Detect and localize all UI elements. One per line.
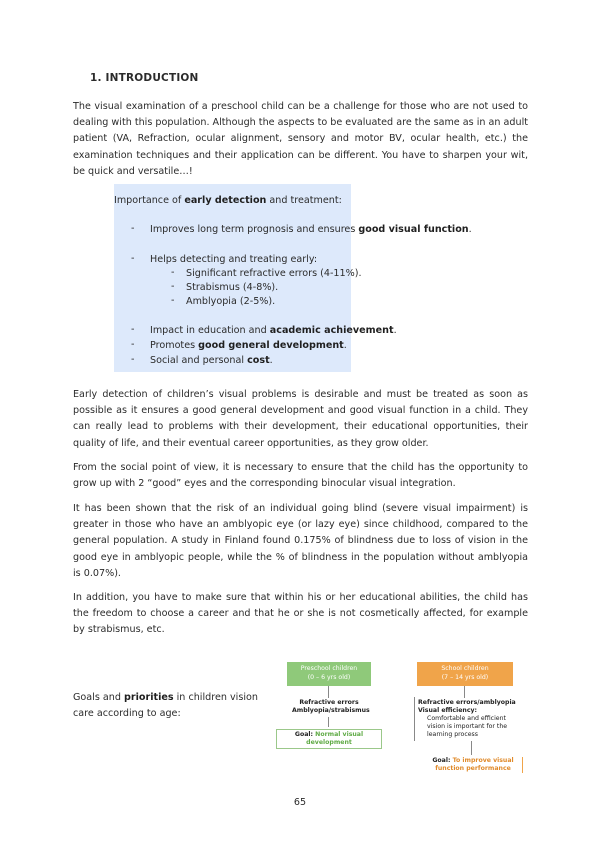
school-header — [417, 662, 513, 686]
importance-box — [114, 184, 472, 372]
page-number: 65 — [293, 797, 307, 808]
bullet-dash: - — [131, 324, 135, 335]
bullet-dash: - — [131, 354, 135, 365]
sub-bullet-dash: - — [171, 281, 175, 292]
paragraph-career: In addition, you have to make sure that within his or her educational abilities, the child has the freedom to choose a career and that he or she is not cosmetically affected, for example by strabismus, etc. — [73, 592, 528, 636]
bullet-dash: - — [131, 253, 135, 264]
sub-bullet-dash: - — [171, 267, 175, 278]
preschool-item: Amblyopia/strabismus — [292, 707, 370, 714]
school-item: Visual efficiency: — [418, 707, 478, 714]
connector-bracket — [414, 697, 415, 741]
paragraph-social: From the social point of view, it is necessary to ensure that the child has the opportunity to grow up with 2 “good” eyes and the corresponding binocular visual integration. — [73, 462, 528, 490]
box-title: Importance of early detection and treatment: — [114, 195, 342, 206]
preschool-header — [287, 662, 371, 686]
school-age: (7 – 14 yrs old) — [441, 674, 489, 681]
preschool-item: Refractive errors — [299, 699, 359, 706]
school-item: Refractive errors/amblyopia — [418, 699, 516, 706]
goals-caption: Goals and priorities in children vision care according to age: — [73, 692, 258, 719]
bullet-dash: - — [131, 223, 135, 234]
preschool-goal: Goal: Normal visual development — [276, 729, 382, 749]
preschool-items — [292, 699, 370, 715]
box-subitem-strabismus: Strabismus (4-8%). — [186, 282, 279, 293]
box-item-development: Promotes good general development. — [150, 340, 347, 351]
bullet-dash: - — [131, 339, 135, 350]
intro-paragraph: The visual examination of a preschool child can be a challenge for those who are not used to dealing with this population. Although the aspects to be evaluated are the same as in an adult patient (VA, Refraction, ocular alignment, sensory and motor BV, ocular health, etc.) the examination techniques and their application can be different. You have to sharpen your wit, be quick and versatile…! — [73, 101, 528, 177]
paragraph-blindness-risk: It has been shown that the risk of an individual going blind (severe visual impairment) is greater in those who have an amblyopic eye (or lazy eye) since childhood, compared to the general population. A study in Finland found 0.175% of blindness due to loss of vision in the good eye in amblyopic people, while the % of blindness in the population without amblyopia is 0.07%). — [73, 503, 528, 579]
sub-bullet-dash: - — [171, 295, 175, 306]
school-items — [418, 699, 522, 715]
box-item-cost: Social and personal cost. — [150, 355, 273, 366]
box-item-detecting: Helps detecting and treating early: — [150, 254, 318, 265]
connector-line — [464, 686, 465, 698]
box-item-education: Impact in education and academic achievement. — [150, 325, 397, 336]
school-item-detail: Comfortable and efficient vision is important for the learning process — [427, 715, 508, 738]
paragraph-early-detection: Early detection of children’s visual problems is desirable and must be treated as soon as possible as it ensures a good general development and good visual function in a child. They can really lead to problems with their development, their educational opportunities, their quality of life, and their eventual career opportunities, as they grow older. — [73, 389, 528, 449]
box-subitem-amblyopia: Amblyopia (2-5%). — [186, 296, 276, 307]
box-item-prognosis: Improves long term prognosis and ensures good visual function. — [150, 224, 472, 235]
preschool-title: Preschool children — [300, 665, 358, 672]
connector-line — [328, 686, 329, 698]
school-title: School children — [441, 665, 489, 672]
school-goal: Goal: To improve visual function performance — [424, 757, 523, 773]
preschool-age: (0 – 6 yrs old) — [307, 674, 351, 681]
connector-line — [328, 717, 329, 727]
section-heading: 1. INTRODUCTION — [90, 72, 199, 84]
box-subitem-refractive: Significant refractive errors (4-11%). — [186, 268, 362, 279]
connector-line — [471, 741, 472, 755]
